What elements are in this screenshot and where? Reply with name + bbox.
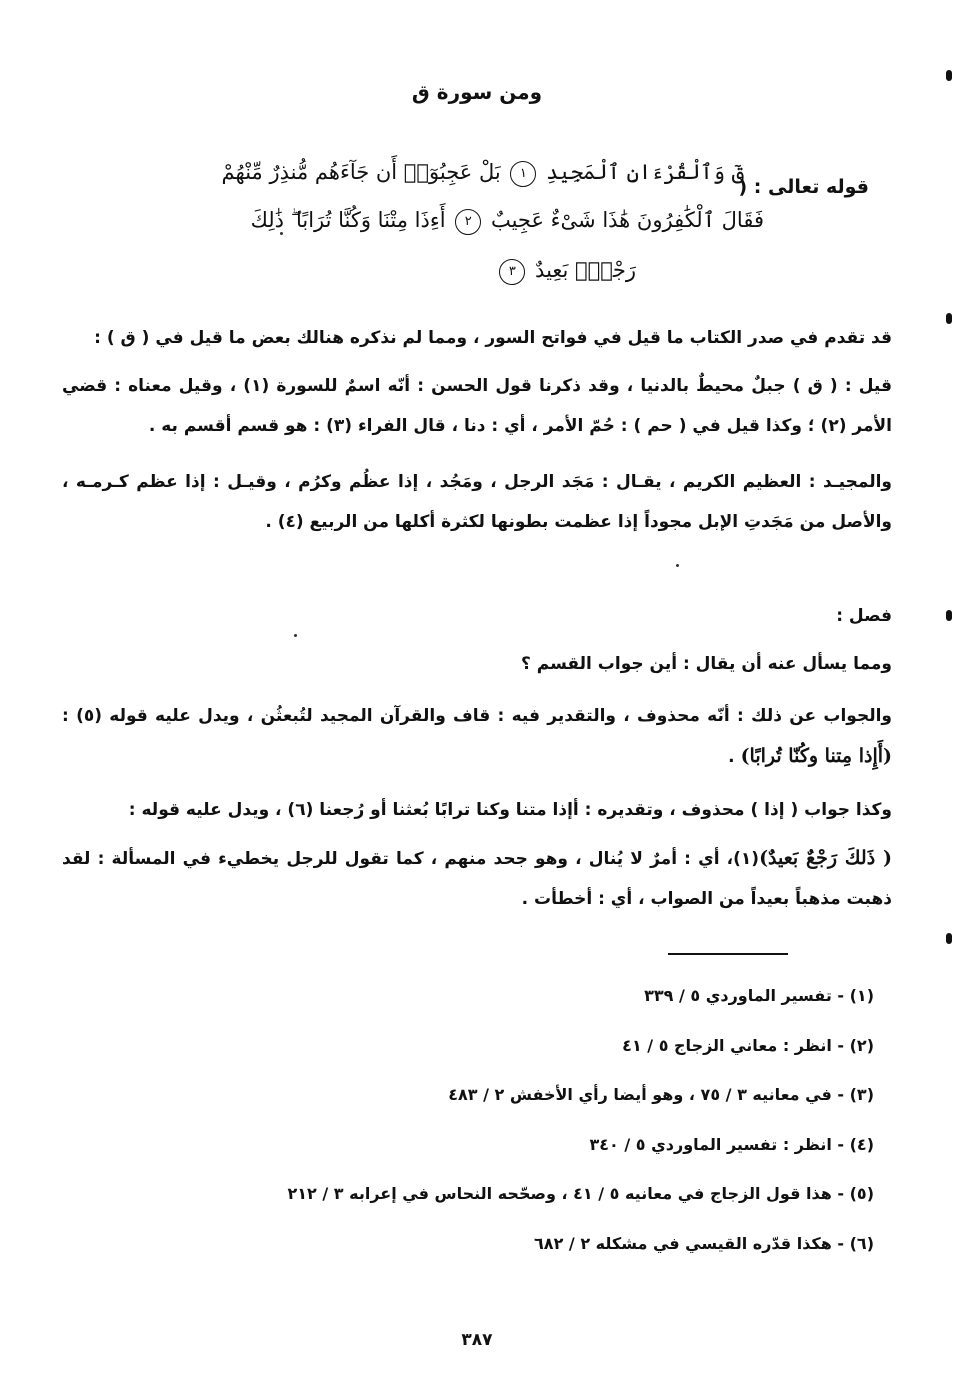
scan-speck	[676, 564, 679, 567]
paragraph-majid: والمجيـد : العظيم الكريم ، يقـال : مَجَد الرجل ، ومَجُد ، إذا عظُم وكرُم ، وقيـل : إذا عظم كـرمـه ، والأصل من مَجَدتِ الإبل مجوداً إذا عظمت بطونها لكثرة أكلها من الربيع (٤) .	[62, 472, 892, 532]
verse-text: قٓ وَٱلْقُرْءَانِ ٱلْمَجِيدِ	[546, 160, 744, 184]
footnote-separator	[668, 953, 788, 955]
section-title: ومن سورة ق	[411, 80, 543, 104]
paragraph-answer	[62, 696, 892, 777]
answer-end: .	[728, 747, 741, 767]
scan-speck	[294, 634, 297, 637]
ayah-number-mark: ٣	[499, 259, 525, 285]
binding-hole-mark	[946, 610, 952, 621]
footnote-5: (٥) - هذا قول الزجاج في معانيه ٥ / ٤١ ، وصحّحه النحاس في إعرابه ٣ / ٢١٢	[287, 1184, 874, 1203]
footnote-2: (٢) - انظر : معاني الزجاج ٥ / ٤١	[622, 1036, 874, 1055]
answer-text: والجواب عن ذلك : أنّه محذوف ، والتقدير فيه : قاف والقرآن المجيد لتُبعثُن ، ويدل عليه قوله (٥) :	[62, 706, 892, 726]
verse-line-1	[222, 160, 744, 187]
binding-hole-mark	[946, 70, 952, 81]
quran-quote: (أَإِذا مِتنا وكُنّا تُرابًا)	[740, 745, 892, 767]
rajun-text: (١)، أي : أمرٌ لا يُنال ، وهو جحد منهم ، كما تقول للرجل يخطيء في المسألة : لقد ذهبت مذهباً بعيداً من الصواب ، أي : أخطأت .	[62, 849, 892, 909]
paragraph-question: ومما يسأل عنه أن يقال : أين جواب القسم ؟	[521, 654, 892, 674]
footnote-6: (٦) - هكذا قدّره القيسي في مشكله ٢ / ٦٨٢	[534, 1234, 874, 1253]
binding-hole-mark	[946, 933, 952, 944]
footnote-4: (٤) - انظر : تفسير الماوردي ٥ / ٣٤٠	[589, 1135, 874, 1154]
binding-hole-mark	[946, 313, 952, 324]
verse-line-2	[251, 208, 764, 235]
paragraph-intro: قد تقدم في صدر الكتاب ما قيل في فواتح السور ، ومما لم نذكره هنالك بعض ما قيل في ( ق ) :	[94, 328, 892, 348]
verse-text: أَءِذَا مِتْنَا وَكُنَّا تُرَابًا ۖ ذَٰلِكَ	[250, 208, 446, 232]
paragraph-rajun	[62, 838, 892, 919]
paragraph-idha: وكذا جواب ( إذا ) محذوف ، وتقديره : أإذا متنا وكنا ترابًا بُعثنا أو رُجعنا (٦) ، ويدل عليه قوله :	[128, 800, 892, 820]
verse-text: فَقَالَ ٱلْكَٰفِرُونَ هَٰذَا شَىْءٌ عَجِيبٌ	[490, 208, 764, 232]
verse-line-3	[496, 258, 636, 285]
verse-text: رَجْعٌۢ بَعِيدٌ	[535, 258, 636, 282]
ayah-number-mark: ١	[510, 161, 536, 187]
footnote-3: (٣) - في معانيه ٣ / ٧٥ ، وهو أيضا رأي الأخفش ٢ / ٤٨٣	[448, 1085, 874, 1104]
verse-text: بَلْ عَجِبُوٓا۟ أَن جَآءَهُم مُّنذِرٌ مِّنْهُمْ	[221, 160, 501, 184]
paragraph-qaf: قيل : ( ق ) جبلٌ محيطٌ بالدنيا ، وقد ذكرنا قول الحسن : أنّه اسمٌ للسورة (١) ، وقيل معناه : قضي الأمر (٢) ؛ وكذا قيل في ( حم ) : حُمّ الأمر ، أي : دنا ، قال الفراء (٣) : هو قسم أقسم به .	[62, 376, 893, 436]
page-number: ٣٨٧	[461, 1330, 493, 1350]
verse-intro: قوله تعالى : (	[738, 176, 869, 198]
quran-quote: ( ذَلكَ رَجْعٌ بَعيدٌ)	[759, 847, 893, 869]
scan-speck	[280, 232, 283, 235]
ayah-number-mark: ٢	[455, 209, 481, 235]
footnote-1: (١) - تفسير الماوردي ٥ / ٣٣٩	[644, 986, 874, 1005]
section-heading-fasl: فصل :	[836, 606, 892, 626]
